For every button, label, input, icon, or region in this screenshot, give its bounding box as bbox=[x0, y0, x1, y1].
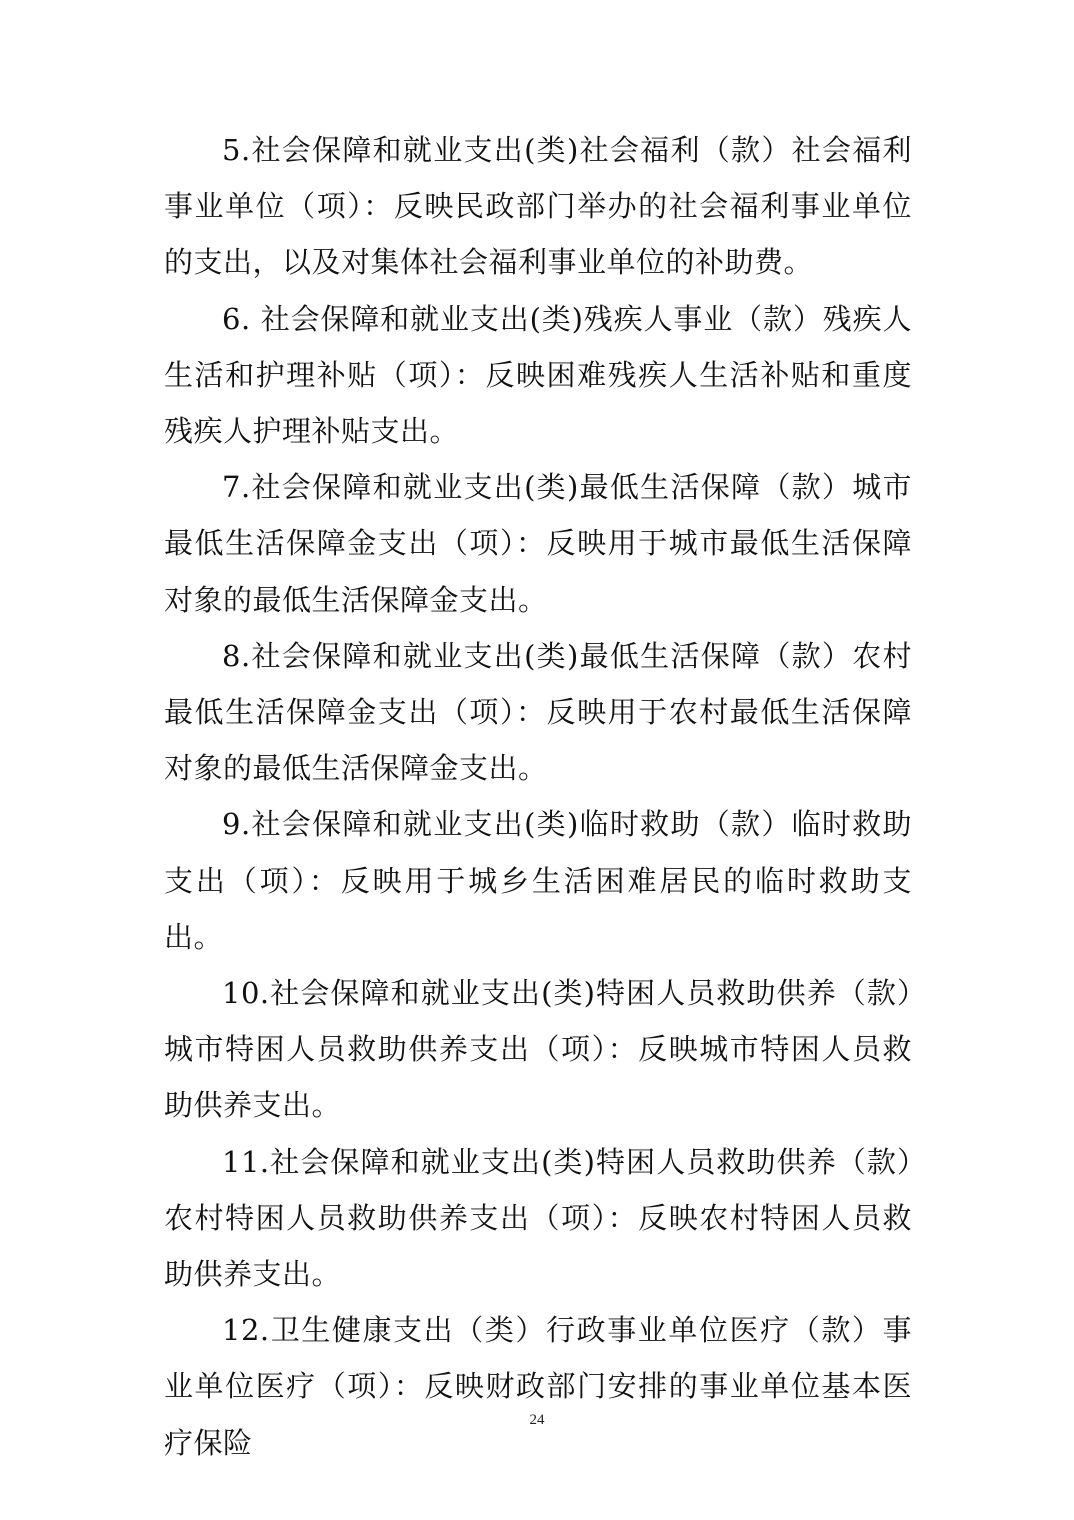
paragraph-item-10: 10.社会保障和就业支出(类)特困人员救助供养（款）城市特困人员救助供养支出（项）：反映城市特困人员救助供养支出。 bbox=[164, 976, 912, 1123]
document-body bbox=[164, 122, 912, 1471]
paragraph-item-11: 11.社会保障和就业支出(类)特困人员救助供养（款）农村特困人员救助供养支出（项）：反映农村特困人员救助供养支出。 bbox=[164, 1144, 912, 1292]
paragraph-item-9: 9.社会保障和就业支出(类)临时救助（款）临时救助支出（项）：反映用于城乡生活困难居民的临时救助支出。 bbox=[164, 807, 912, 954]
paragraph-item-12: 12.卫生健康支出（类）行政事业单位医疗（款）事业单位医疗（项）：反映财政部门安排的事业单位基本医疗保险 bbox=[164, 1313, 912, 1460]
paragraph-item-5: 5.社会保障和就业支出(类)社会福利（款）社会福利事业单位（项）：反映民政部门举办的社会福利事业单位的支出，以及对集体社会福利事业单位的补助费。 bbox=[164, 133, 912, 280]
paragraph-item-6: 6. 社会保障和就业支出(类)残疾人事业（款）残疾人生活和护理补贴（项）：反映困难残疾人生活补贴和重度残疾人护理补贴支出。 bbox=[164, 301, 912, 449]
paragraph-item-7: 7.社会保障和就业支出(类)最低生活保障（款）城市最低生活保障金支出（项）：反映用于城市最低生活保障对象的最低生活保障金支出。 bbox=[164, 470, 912, 617]
page-number: 24 bbox=[529, 1412, 545, 1428]
paragraph-item-8: 8.社会保障和就业支出(类)最低生活保障（款）农村最低生活保障金支出（项）：反映用于农村最低生活保障对象的最低生活保障金支出。 bbox=[164, 638, 912, 786]
